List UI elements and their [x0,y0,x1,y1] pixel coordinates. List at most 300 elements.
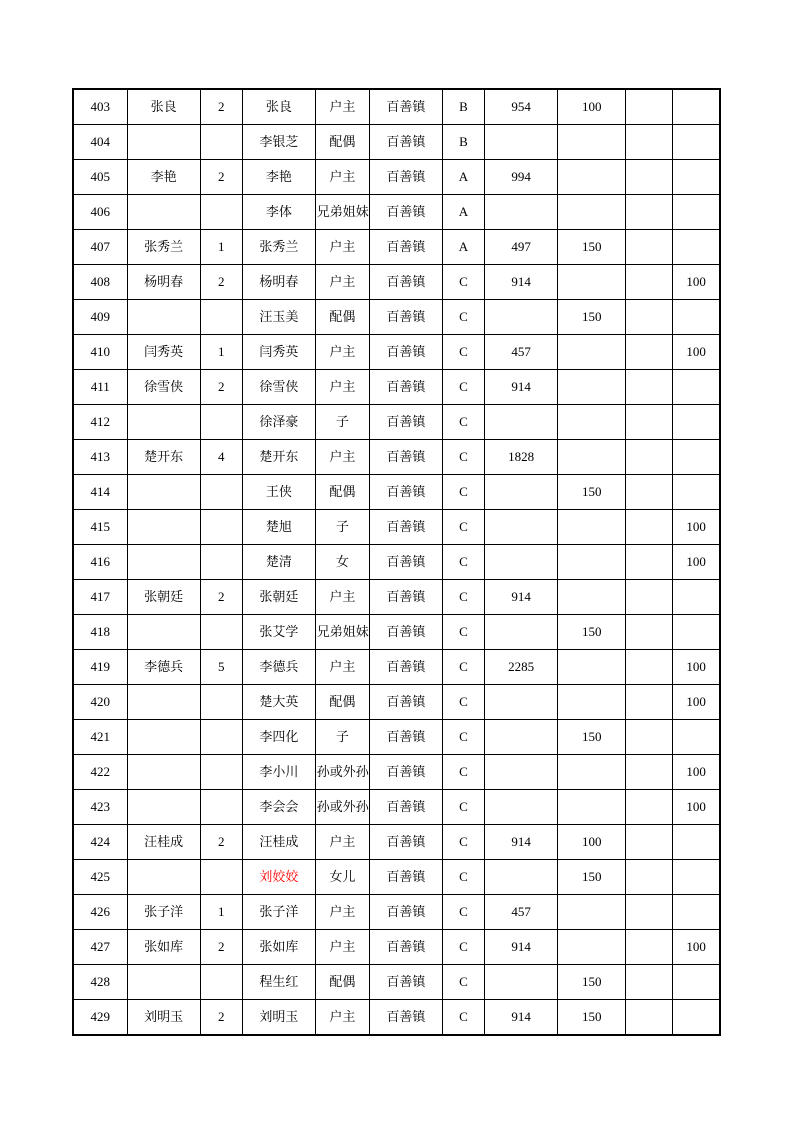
cell-a2[interactable] [558,685,626,720]
cell-a1[interactable]: 2285 [485,650,558,685]
cell-grade[interactable]: C [442,685,484,720]
cell-town[interactable]: 百善镇 [369,370,442,405]
cell-a4[interactable] [673,965,720,1000]
cell-a4[interactable] [673,230,720,265]
cell-name[interactable]: 楚清 [242,545,315,580]
cell-a2[interactable] [558,790,626,825]
cell-pop[interactable]: 2 [200,370,242,405]
cell-name[interactable]: 杨明春 [242,265,315,300]
cell-id[interactable]: 410 [73,335,127,370]
cell-id[interactable]: 418 [73,615,127,650]
cell-pop[interactable]: 2 [200,825,242,860]
cell-pop[interactable]: 4 [200,440,242,475]
cell-a4[interactable] [673,720,720,755]
cell-a4[interactable] [673,440,720,475]
cell-grade[interactable]: C [442,615,484,650]
cell-name[interactable]: 程生红 [242,965,315,1000]
cell-a4[interactable] [673,195,720,230]
cell-pop[interactable] [200,685,242,720]
cell-id[interactable]: 427 [73,930,127,965]
cell-a1[interactable]: 994 [485,160,558,195]
cell-name[interactable]: 李德兵 [242,650,315,685]
cell-grade[interactable]: B [442,89,484,125]
cell-a1[interactable] [485,475,558,510]
cell-a2[interactable]: 150 [558,615,626,650]
cell-relation[interactable]: 孙或外孙 [315,755,369,790]
cell-town[interactable]: 百善镇 [369,195,442,230]
cell-town[interactable]: 百善镇 [369,895,442,930]
cell-relation[interactable]: 配偶 [315,475,369,510]
cell-id[interactable]: 414 [73,475,127,510]
cell-household[interactable] [127,720,200,755]
cell-id[interactable]: 429 [73,1000,127,1036]
cell-id[interactable]: 424 [73,825,127,860]
cell-relation[interactable]: 户主 [315,89,369,125]
cell-name[interactable]: 李体 [242,195,315,230]
cell-grade[interactable]: B [442,125,484,160]
cell-grade[interactable]: C [442,965,484,1000]
cell-a3[interactable] [626,615,673,650]
cell-pop[interactable]: 1 [200,230,242,265]
cell-a2[interactable] [558,580,626,615]
cell-id[interactable]: 417 [73,580,127,615]
cell-a4[interactable]: 100 [673,335,720,370]
cell-a4[interactable] [673,825,720,860]
table-row[interactable] [73,895,720,930]
cell-a2[interactable]: 150 [558,720,626,755]
cell-grade[interactable]: C [442,825,484,860]
cell-household[interactable] [127,615,200,650]
cell-a3[interactable] [626,125,673,160]
cell-id[interactable]: 408 [73,265,127,300]
table-row[interactable] [73,195,720,230]
cell-relation[interactable]: 户主 [315,930,369,965]
cell-household[interactable] [127,685,200,720]
cell-a3[interactable] [626,440,673,475]
cell-a2[interactable] [558,370,626,405]
cell-a2[interactable] [558,265,626,300]
cell-town[interactable]: 百善镇 [369,300,442,335]
cell-grade[interactable]: C [442,510,484,545]
cell-relation[interactable]: 配偶 [315,685,369,720]
cell-pop[interactable] [200,125,242,160]
cell-a4[interactable] [673,1000,720,1036]
table-row[interactable] [73,930,720,965]
cell-relation[interactable]: 户主 [315,160,369,195]
cell-a1[interactable] [485,300,558,335]
cell-a3[interactable] [626,510,673,545]
cell-grade[interactable]: A [442,160,484,195]
cell-a3[interactable] [626,89,673,125]
cell-relation[interactable]: 女 [315,545,369,580]
cell-grade[interactable]: C [442,790,484,825]
cell-household[interactable]: 张朝廷 [127,580,200,615]
cell-a3[interactable] [626,195,673,230]
cell-household[interactable]: 杨明春 [127,265,200,300]
cell-a3[interactable] [626,1000,673,1036]
cell-name[interactable]: 张良 [242,89,315,125]
cell-household[interactable]: 张子洋 [127,895,200,930]
cell-a2[interactable]: 150 [558,1000,626,1036]
cell-a1[interactable]: 914 [485,825,558,860]
cell-a1[interactable] [485,545,558,580]
cell-a1[interactable]: 457 [485,895,558,930]
cell-pop[interactable]: 2 [200,1000,242,1036]
table-row[interactable] [73,475,720,510]
cell-relation[interactable]: 户主 [315,370,369,405]
cell-relation[interactable]: 户主 [315,650,369,685]
cell-household[interactable]: 徐雪侠 [127,370,200,405]
cell-town[interactable]: 百善镇 [369,230,442,265]
cell-household[interactable]: 楚开东 [127,440,200,475]
cell-a3[interactable] [626,720,673,755]
cell-a2[interactable]: 150 [558,230,626,265]
cell-household[interactable]: 李艳 [127,160,200,195]
cell-household[interactable]: 刘明玉 [127,1000,200,1036]
cell-relation[interactable]: 户主 [315,580,369,615]
cell-pop[interactable] [200,545,242,580]
cell-household[interactable]: 张良 [127,89,200,125]
cell-name[interactable]: 刘明玉 [242,1000,315,1036]
cell-town[interactable]: 百善镇 [369,335,442,370]
cell-a2[interactable] [558,195,626,230]
cell-town[interactable]: 百善镇 [369,650,442,685]
cell-a1[interactable] [485,195,558,230]
table-row[interactable] [73,1000,720,1036]
cell-id[interactable]: 423 [73,790,127,825]
cell-a1[interactable]: 457 [485,335,558,370]
cell-pop[interactable] [200,615,242,650]
cell-town[interactable]: 百善镇 [369,755,442,790]
cell-a4[interactable]: 100 [673,755,720,790]
cell-a1[interactable]: 1828 [485,440,558,475]
cell-a3[interactable] [626,545,673,580]
cell-a4[interactable] [673,89,720,125]
cell-a4[interactable] [673,615,720,650]
cell-a3[interactable] [626,335,673,370]
cell-relation[interactable]: 子 [315,510,369,545]
cell-household[interactable] [127,300,200,335]
cell-a3[interactable] [626,860,673,895]
cell-grade[interactable]: C [442,475,484,510]
cell-a1[interactable] [485,125,558,160]
cell-name[interactable]: 楚大英 [242,685,315,720]
cell-a1[interactable] [485,860,558,895]
cell-household[interactable] [127,755,200,790]
cell-town[interactable]: 百善镇 [369,615,442,650]
cell-id[interactable]: 421 [73,720,127,755]
cell-relation[interactable]: 户主 [315,895,369,930]
table-row[interactable] [73,580,720,615]
cell-a4[interactable] [673,580,720,615]
cell-pop[interactable]: 1 [200,335,242,370]
table-row[interactable] [73,230,720,265]
cell-a3[interactable] [626,895,673,930]
cell-town[interactable]: 百善镇 [369,930,442,965]
cell-relation[interactable]: 兄弟姐妹 [315,615,369,650]
cell-a4[interactable] [673,860,720,895]
cell-household[interactable] [127,860,200,895]
cell-a4[interactable]: 100 [673,265,720,300]
cell-pop[interactable]: 2 [200,580,242,615]
cell-name[interactable]: 李会会 [242,790,315,825]
cell-relation[interactable]: 户主 [315,440,369,475]
cell-relation[interactable]: 子 [315,720,369,755]
cell-name[interactable]: 张秀兰 [242,230,315,265]
cell-id[interactable]: 407 [73,230,127,265]
cell-a4[interactable] [673,475,720,510]
cell-name[interactable]: 徐雪侠 [242,370,315,405]
cell-a3[interactable] [626,650,673,685]
table-row[interactable] [73,440,720,475]
cell-name[interactable]: 汪桂成 [242,825,315,860]
cell-household[interactable]: 张秀兰 [127,230,200,265]
cell-town[interactable]: 百善镇 [369,825,442,860]
cell-id[interactable]: 426 [73,895,127,930]
cell-relation[interactable]: 户主 [315,230,369,265]
cell-id[interactable]: 425 [73,860,127,895]
cell-town[interactable]: 百善镇 [369,405,442,440]
cell-relation[interactable]: 子 [315,405,369,440]
cell-a3[interactable] [626,230,673,265]
table-row[interactable] [73,790,720,825]
cell-town[interactable]: 百善镇 [369,685,442,720]
cell-id[interactable]: 416 [73,545,127,580]
cell-a1[interactable]: 914 [485,265,558,300]
cell-id[interactable]: 428 [73,965,127,1000]
cell-id[interactable]: 403 [73,89,127,125]
cell-relation[interactable]: 户主 [315,335,369,370]
cell-grade[interactable]: C [442,1000,484,1036]
cell-household[interactable]: 张如库 [127,930,200,965]
cell-town[interactable]: 百善镇 [369,1000,442,1036]
table-row[interactable] [73,615,720,650]
cell-a4[interactable] [673,370,720,405]
cell-relation[interactable]: 女儿 [315,860,369,895]
table-row[interactable] [73,125,720,160]
cell-a1[interactable]: 914 [485,580,558,615]
table-row[interactable] [73,265,720,300]
cell-name[interactable]: 闫秀英 [242,335,315,370]
cell-grade[interactable]: C [442,860,484,895]
cell-name[interactable]: 汪玉美 [242,300,315,335]
cell-household[interactable] [127,195,200,230]
cell-town[interactable]: 百善镇 [369,510,442,545]
cell-a4[interactable] [673,895,720,930]
cell-a3[interactable] [626,265,673,300]
cell-name[interactable]: 王侠 [242,475,315,510]
cell-name[interactable]: 张朝廷 [242,580,315,615]
cell-a2[interactable] [558,510,626,545]
cell-a1[interactable] [485,615,558,650]
cell-grade[interactable]: C [442,755,484,790]
table-row[interactable] [73,510,720,545]
cell-pop[interactable]: 2 [200,89,242,125]
cell-id[interactable]: 409 [73,300,127,335]
cell-a2[interactable] [558,545,626,580]
cell-town[interactable]: 百善镇 [369,89,442,125]
cell-a4[interactable] [673,125,720,160]
cell-a2[interactable] [558,440,626,475]
cell-name[interactable]: 张如库 [242,930,315,965]
cell-grade[interactable]: C [442,580,484,615]
table-row[interactable] [73,965,720,1000]
cell-grade[interactable]: C [442,405,484,440]
cell-relation[interactable]: 户主 [315,1000,369,1036]
cell-pop[interactable]: 5 [200,650,242,685]
cell-a2[interactable] [558,160,626,195]
cell-relation[interactable]: 兄弟姐妹 [315,195,369,230]
cell-a2[interactable]: 150 [558,475,626,510]
cell-pop[interactable]: 1 [200,895,242,930]
cell-id[interactable]: 422 [73,755,127,790]
cell-town[interactable]: 百善镇 [369,790,442,825]
cell-pop[interactable]: 2 [200,160,242,195]
cell-pop[interactable] [200,755,242,790]
cell-a3[interactable] [626,825,673,860]
cell-id[interactable]: 412 [73,405,127,440]
cell-name[interactable]: 楚旭 [242,510,315,545]
cell-a1[interactable]: 914 [485,1000,558,1036]
cell-name[interactable]: 李艳 [242,160,315,195]
cell-a1[interactable]: 914 [485,370,558,405]
table-row[interactable] [73,405,720,440]
cell-a1[interactable] [485,685,558,720]
cell-a2[interactable] [558,895,626,930]
cell-a1[interactable]: 914 [485,930,558,965]
cell-a2[interactable] [558,755,626,790]
cell-id[interactable]: 419 [73,650,127,685]
cell-name[interactable]: 楚开东 [242,440,315,475]
table-row[interactable] [73,160,720,195]
cell-household[interactable]: 汪桂成 [127,825,200,860]
cell-grade[interactable]: C [442,440,484,475]
cell-relation[interactable]: 配偶 [315,125,369,160]
cell-household[interactable] [127,965,200,1000]
cell-a2[interactable]: 150 [558,860,626,895]
cell-a1[interactable] [485,965,558,1000]
cell-a2[interactable] [558,335,626,370]
cell-a1[interactable]: 497 [485,230,558,265]
cell-relation[interactable]: 配偶 [315,965,369,1000]
cell-a4[interactable] [673,405,720,440]
cell-grade[interactable]: C [442,930,484,965]
cell-a2[interactable]: 150 [558,965,626,1000]
cell-pop[interactable] [200,195,242,230]
cell-pop[interactable]: 2 [200,930,242,965]
table-row[interactable] [73,755,720,790]
cell-pop[interactable] [200,720,242,755]
cell-a4[interactable]: 100 [673,545,720,580]
cell-a2[interactable]: 100 [558,825,626,860]
cell-a2[interactable]: 100 [558,89,626,125]
cell-id[interactable]: 420 [73,685,127,720]
cell-grade[interactable]: A [442,195,484,230]
cell-a4[interactable] [673,160,720,195]
table-row[interactable] [73,300,720,335]
cell-id[interactable]: 415 [73,510,127,545]
cell-a4[interactable]: 100 [673,685,720,720]
table-row[interactable] [73,89,720,125]
cell-pop[interactable] [200,405,242,440]
cell-household[interactable] [127,405,200,440]
table-row[interactable] [73,720,720,755]
cell-a3[interactable] [626,755,673,790]
table-row[interactable] [73,650,720,685]
cell-a3[interactable] [626,370,673,405]
cell-grade[interactable]: C [442,650,484,685]
cell-household[interactable] [127,790,200,825]
cell-a2[interactable]: 150 [558,300,626,335]
cell-a1[interactable]: 954 [485,89,558,125]
cell-name[interactable]: 张艾学 [242,615,315,650]
cell-town[interactable]: 百善镇 [369,440,442,475]
cell-town[interactable]: 百善镇 [369,475,442,510]
cell-town[interactable]: 百善镇 [369,265,442,300]
table-row[interactable] [73,370,720,405]
cell-household[interactable] [127,125,200,160]
cell-grade[interactable]: A [442,230,484,265]
cell-pop[interactable]: 2 [200,265,242,300]
cell-name[interactable]: 刘姣姣 [242,860,315,895]
cell-pop[interactable] [200,300,242,335]
cell-relation[interactable]: 户主 [315,265,369,300]
cell-a4[interactable]: 100 [673,650,720,685]
cell-pop[interactable] [200,860,242,895]
cell-a3[interactable] [626,790,673,825]
cell-grade[interactable]: C [442,370,484,405]
cell-relation[interactable]: 户主 [315,825,369,860]
cell-town[interactable]: 百善镇 [369,965,442,1000]
cell-pop[interactable] [200,510,242,545]
cell-grade[interactable]: C [442,720,484,755]
cell-household[interactable] [127,545,200,580]
cell-a2[interactable] [558,405,626,440]
cell-a2[interactable] [558,125,626,160]
cell-a3[interactable] [626,580,673,615]
table-row[interactable] [73,685,720,720]
cell-household[interactable]: 李德兵 [127,650,200,685]
table-row[interactable] [73,860,720,895]
cell-a1[interactable] [485,755,558,790]
cell-id[interactable]: 404 [73,125,127,160]
cell-grade[interactable]: C [442,895,484,930]
cell-a2[interactable] [558,650,626,685]
cell-a4[interactable] [673,300,720,335]
cell-name[interactable]: 张子洋 [242,895,315,930]
cell-grade[interactable]: C [442,300,484,335]
cell-town[interactable]: 百善镇 [369,860,442,895]
cell-a2[interactable] [558,930,626,965]
cell-a3[interactable] [626,475,673,510]
cell-a3[interactable] [626,930,673,965]
cell-grade[interactable]: C [442,335,484,370]
cell-town[interactable]: 百善镇 [369,545,442,580]
cell-a1[interactable] [485,405,558,440]
cell-name[interactable]: 徐泽豪 [242,405,315,440]
cell-grade[interactable]: C [442,265,484,300]
cell-grade[interactable]: C [442,545,484,580]
table-row[interactable] [73,335,720,370]
cell-a4[interactable]: 100 [673,930,720,965]
cell-a1[interactable] [485,510,558,545]
cell-id[interactable]: 406 [73,195,127,230]
cell-name[interactable]: 李银芝 [242,125,315,160]
cell-a4[interactable]: 100 [673,510,720,545]
cell-a3[interactable] [626,965,673,1000]
cell-household[interactable] [127,510,200,545]
cell-town[interactable]: 百善镇 [369,720,442,755]
